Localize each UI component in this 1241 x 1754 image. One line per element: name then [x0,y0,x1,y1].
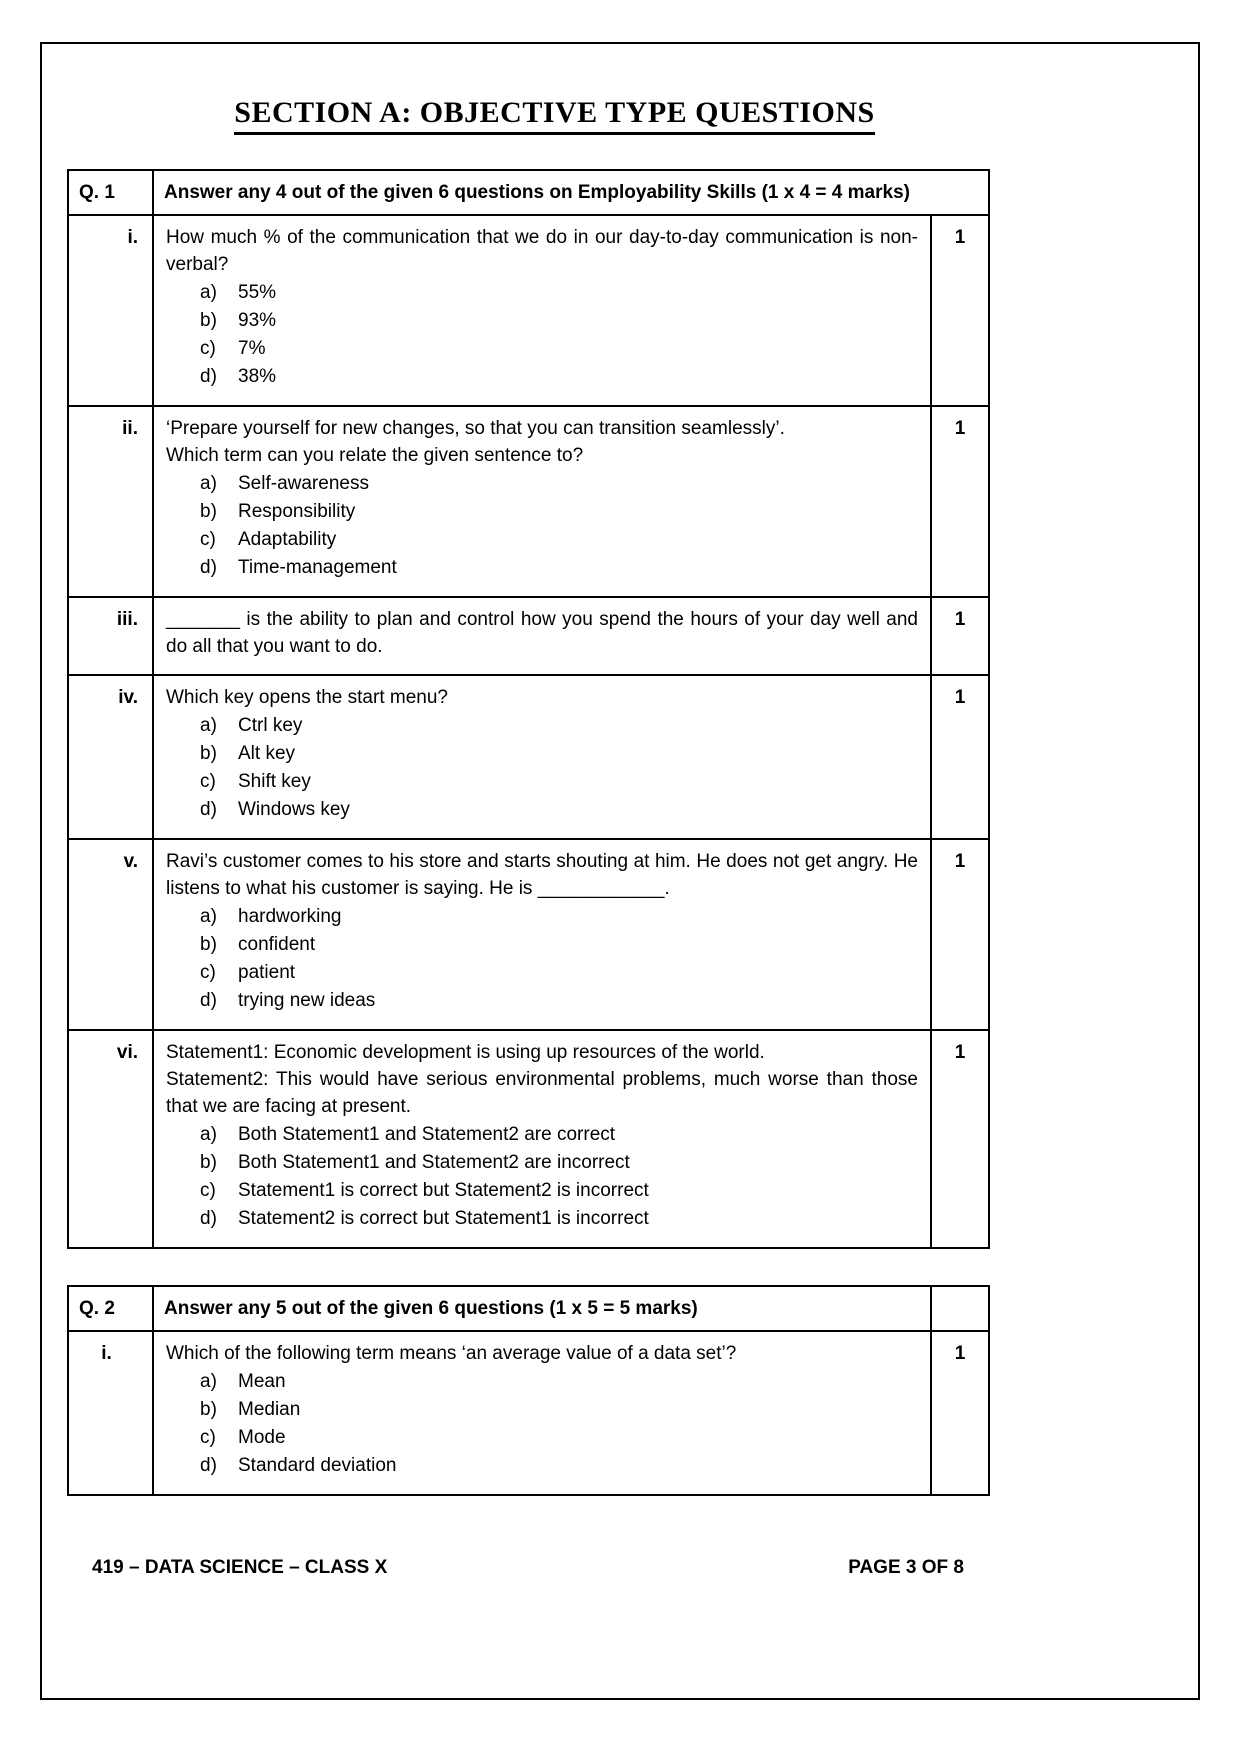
exam-page-frame [40,42,1200,1700]
option-text: Shift key [238,771,311,792]
option-item [200,1149,918,1177]
question-marks: 1 [931,406,989,597]
footer-course-label: 419 – DATA SCIENCE – CLASS X [92,1557,388,1578]
question-marks: 1 [931,215,989,406]
option-letter: b) [200,1399,217,1420]
option-text: 38% [238,366,277,387]
option-text: hardworking [238,906,342,927]
option-letter: c) [200,338,216,359]
options-list [200,1121,918,1233]
question-marks: 1 [931,597,989,675]
option-letter: c) [200,962,216,983]
option-letter: a) [200,473,217,494]
option-item [200,1177,918,1205]
question-text: Statement2: This would have serious environmental problems, much worse than those that we are facing at present. [166,1069,918,1117]
option-item [200,740,918,768]
question-body [153,215,931,406]
option-item [200,1424,918,1452]
section-title [67,96,1042,135]
option-item [200,1396,918,1424]
option-letter: a) [200,1371,217,1392]
option-letter: d) [200,366,217,387]
option-letter: a) [200,282,217,303]
options-list [200,1368,918,1480]
question-text: How much % of the communication that we do in our day-to-day communication is non-verbal? [166,227,918,275]
question-table-2 [67,1285,990,1496]
option-text: Mode [238,1427,286,1448]
option-item [200,498,918,526]
question-number-label: Q. 1 [68,170,153,215]
option-item [200,363,918,391]
options-list [200,279,918,391]
question-numeral: ii. [68,406,153,597]
table-instruction: Answer any 5 out of the given 6 questions (1 x 5 = 5 marks) [153,1286,931,1331]
question-row [68,406,989,597]
option-item [200,1452,918,1480]
question-marks: 1 [931,675,989,839]
option-text: Adaptability [238,529,337,550]
question-body [153,1030,931,1248]
option-item [200,279,918,307]
option-text: trying new ideas [238,990,376,1011]
footer-page-number: PAGE 3 OF 8 [848,1557,964,1578]
page-footer [92,1554,964,1581]
question-marks: 1 [931,1331,989,1495]
question-body [153,839,931,1030]
question-row [68,1030,989,1248]
question-numeral: i. [68,215,153,406]
option-letter: a) [200,906,217,927]
question-body [153,597,931,675]
option-item [200,931,918,959]
options-list [200,903,918,1015]
question-row [68,597,989,675]
option-letter: c) [200,771,216,792]
option-text: 7% [238,338,266,359]
option-letter: d) [200,1455,217,1476]
option-text: Both Statement1 and Statement2 are incorrect [238,1152,630,1173]
question-text: Which of the following term means ‘an average value of a data set’? [166,1343,737,1364]
option-item [200,1121,918,1149]
option-item [200,1205,918,1233]
option-text: patient [238,962,296,983]
option-text: Self-awareness [238,473,369,494]
option-item [200,959,918,987]
option-letter: b) [200,743,217,764]
question-text: Statement1: Economic development is using up resources of the world. [166,1042,765,1063]
question-row [68,215,989,406]
section-title-text: SECTION A: OBJECTIVE TYPE QUESTIONS [234,96,874,135]
table-header-row [68,1286,989,1331]
question-body [153,1331,931,1495]
option-text: confident [238,934,316,955]
option-letter: d) [200,1208,217,1229]
question-body [153,406,931,597]
option-item [200,768,918,796]
option-item [200,903,918,931]
question-text: Ravi’s customer comes to his store and starts shouting at him. He does not get angry. He listens to what his customer is saying. He is ____________. [166,851,918,899]
question-text: _______ is the ability to plan and control how you spend the hours of your day well and do all that you want to do. [166,609,918,657]
option-item [200,307,918,335]
option-letter: c) [200,1180,216,1201]
option-letter: a) [200,715,217,736]
option-text: Alt key [238,743,296,764]
option-text: Statement1 is correct but Statement2 is incorrect [238,1180,649,1201]
option-item [200,470,918,498]
question-numeral: iv. [68,675,153,839]
option-text: Mean [238,1371,286,1392]
option-letter: d) [200,990,217,1011]
option-letter: b) [200,310,217,331]
option-text: Median [238,1399,301,1420]
option-item [200,796,918,824]
option-text: Ctrl key [238,715,303,736]
option-item [200,554,918,582]
option-letter: d) [200,799,217,820]
question-tables-container [67,169,1042,1496]
option-text: Statement2 is correct but Statement1 is incorrect [238,1208,649,1229]
option-letter: b) [200,501,217,522]
option-item [200,335,918,363]
option-item [200,526,918,554]
option-text: Responsibility [238,501,356,522]
options-list [200,712,918,824]
question-body [153,675,931,839]
question-marks: 1 [931,1030,989,1248]
option-letter: a) [200,1124,217,1145]
option-item [200,1368,918,1396]
option-letter: b) [200,1152,217,1173]
question-numeral: vi. [68,1030,153,1248]
question-number-label: Q. 2 [68,1286,153,1331]
options-list [200,470,918,582]
option-text: Windows key [238,799,350,820]
question-numeral: iii. [68,597,153,675]
question-text: Which key opens the start menu? [166,687,448,708]
question-numeral: v. [68,839,153,1030]
option-text: Time-management [238,557,397,578]
option-text: Both Statement1 and Statement2 are correct [238,1124,616,1145]
marks-header-cell [931,1286,989,1331]
table-instruction: Answer any 4 out of the given 6 questions on Employability Skills (1 x 4 = 4 marks) [153,170,989,215]
option-letter: c) [200,529,216,550]
table-header-row [68,170,989,215]
question-row [68,839,989,1030]
option-text: Standard deviation [238,1455,397,1476]
question-text: ‘Prepare yourself for new changes, so that you can transition seamlessly’. [166,418,785,439]
question-table-1 [67,169,990,1249]
question-row [68,1331,989,1495]
option-item [200,987,918,1015]
option-text: 93% [238,310,277,331]
option-letter: c) [200,1427,216,1448]
page-content [67,96,1042,1581]
question-row [68,675,989,839]
option-letter: b) [200,934,217,955]
option-text: 55% [238,282,277,303]
option-item [200,712,918,740]
question-numeral: i. [68,1331,153,1495]
question-text: Which term can you relate the given sentence to? [166,445,584,466]
option-letter: d) [200,557,217,578]
question-marks: 1 [931,839,989,1030]
